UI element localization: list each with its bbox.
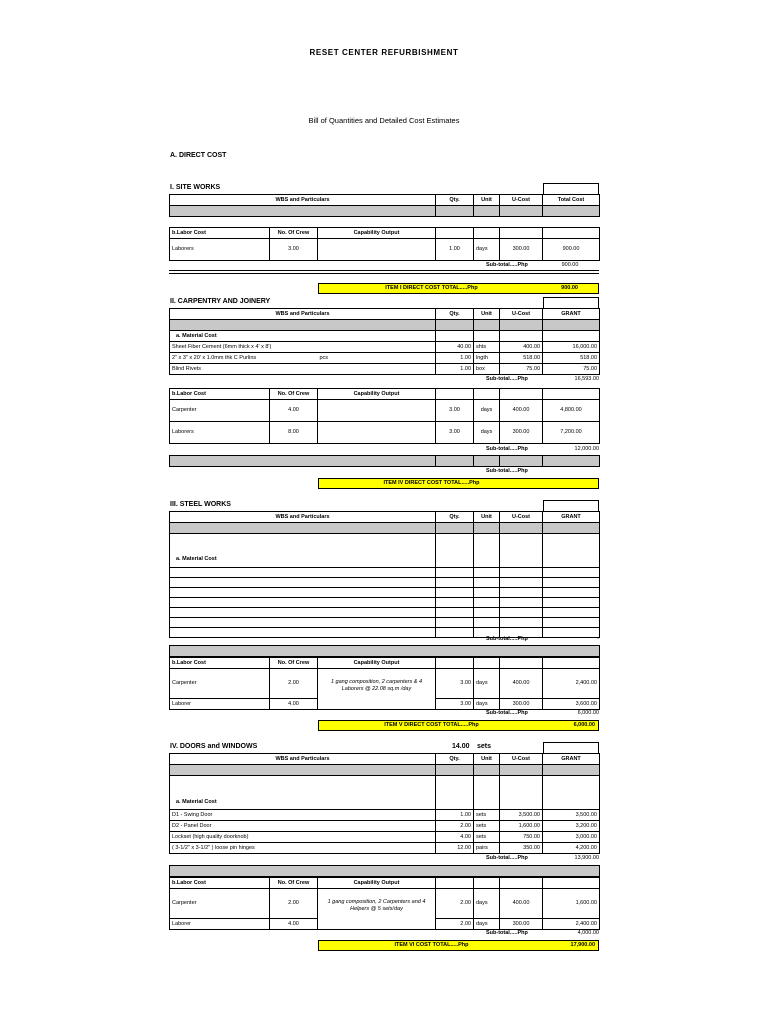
table-row: D1 - Swing Door 1.00 sets 3,500.00 3,500.00 [170,810,600,821]
document-subtitle: Bill of Quantities and Detailed Cost Estimates [308,116,460,125]
carpentry-gray-band [169,455,600,467]
subtotal-label: Sub-total.....Php [486,855,528,861]
subtotal-label: Sub-total.....Php [486,930,528,936]
item-total-label: ITEM I DIRECT COST TOTAL.....Php [385,285,478,291]
col-total: Total Cost [543,195,600,206]
site-works-header-table [169,194,600,217]
table-row: Laborer 4.00 2.00 days 300.00 2,400.00 [170,919,600,930]
steel-labor-table: b.Labor Cost No. Of Crew Capability Output Carpenter 2.00 1 gang composition, 2 carpenters & 4 Laborers @ 22.08 sq.m /day 3.00 days 400.00 2,400.00 Laborer 4.00 3.00 days 300.00 3,600.00 [169,657,600,710]
col-wbs: WBS and Particulars [170,195,436,206]
table-row: Laborer 4.00 3.00 days 300.00 3,600.00 [170,699,600,710]
doors-gray-band [169,865,600,877]
table-row: Sheet Fiber Cement (6mm thick x 4' x 8') 40.00 shts 400.00 16,000.00 [170,342,600,353]
col-labor-cost: b.Labor Cost [170,228,270,239]
section-site-works-title: I. SITE WORKS [170,184,221,191]
steel-gray-band [169,645,600,657]
carpentry-labor-table: b.Labor Cost No. Of Crew Capability Output Carpenter 4.00 3.00 days 400.00 4,800.00 Laborers 8.00 3.00 days 300.00 7,200.00 [169,388,600,444]
col-ucost: U-Cost [500,195,543,206]
document-title: RESET CENTER REFURBISHMENT [309,48,459,57]
table-row: Carpenter 2.00 1 gang composition, 2 carpenters & 4 Laborers @ 22.08 sq.m /day 3.00 days 400.00 2,400.00 [170,669,600,699]
doors-qty-sets: 14.00 [452,743,470,750]
item-total-value: 900.00 [561,285,578,291]
section-doors-windows-title: IV. DOORS and WINDOWS [170,743,258,750]
subtotal-value: 4,000.00 [577,930,599,936]
table-row: Lockset (high quality doorknob) 4.00 sets 750.00 3,000.00 [170,832,600,843]
table-row: Carpenter 2.00 1 gang composition, 2 Carpenters and 4 Helpers @ 5 sets/day 2.00 days 400.00 1,600.00 [170,889,600,919]
doors-sets-label: sets [477,743,492,750]
col-qty: Qty. [436,195,474,206]
subtotal-value: 12,000.00 [574,446,599,452]
item-iv-total-bar [318,478,599,489]
col-crew: No. Of Crew [270,228,318,239]
section-steel-works-title: III. STEEL WORKS [170,501,231,508]
table-row: Carpenter 4.00 3.00 days 400.00 4,800.00 [170,400,600,422]
steel-material-table: WBS and Particulars Qty. Unit U-Cost GRANT a. Material Cost [169,511,600,638]
item-i-total-bar [318,283,599,294]
item-total-value: 6,000.00 [573,722,595,728]
col-unit: Unit [474,195,500,206]
subtotal-value: 900.00 [561,262,579,268]
doors-labor-table: b.Labor Cost No. Of Crew Capability Output Carpenter 2.00 1 gang composition, 2 Carpenters and 4 Helpers @ 5 sets/day 2.00 days 400.00 1,600.00 Laborer 4.00 2.00 days 300.00 2,400.00 [169,877,600,930]
capability-note: 1 gang composition, 2 Carpenters and 4 Helpers @ 5 sets/day [318,889,436,930]
subtotal-value: 13,900.00 [574,855,599,861]
subtotal-value: 6,000.00 [577,710,599,716]
subtotal-label: Sub-total.....Php [486,376,528,382]
item-v-total-bar [318,720,599,731]
subtotal-label: Sub-total.....Php [486,262,528,268]
section-carpentry-title: II. CARPENTRY AND JOINERY [170,298,271,305]
item-total-label: ITEM IV DIRECT COST TOTAL.....Php [383,480,480,486]
subtotal-label: Sub-total.....Php [486,710,528,716]
table-row: Blind Rivets 1.00 box 75.00 75.00 [170,364,600,375]
col-capability: Capability Output [318,228,436,239]
item-total-value: 17,900.00 [570,942,595,948]
subtotal-label: Sub-total.....Php [486,636,528,642]
table-row: 2" x 3" x 20' x 1.0mm thk C Purlins pcs 1.00 lngth 518.00 518.00 [170,353,600,364]
direct-cost-heading: A. DIRECT COST [170,152,227,159]
table-row: Laborers 8.00 3.00 days 300.00 7,200.00 [170,422,600,444]
item-total-label: ITEM VI COST TOTAL.....Php [394,942,469,948]
table-row: Laborers 3.00 1.00 days 300.00 900.00 [170,239,600,261]
site-works-labor-table [169,227,600,261]
subtotal-value: 16,593.00 [574,376,599,382]
table-row: D2 - Panel Door 2.00 sets 1,600.00 3,200.00 [170,821,600,832]
capability-note: 1 gang composition, 2 carpenters & 4 Laborers @ 22.08 sq.m /day [318,669,436,710]
item-vi-total-bar [318,940,599,951]
subtotal-label: Sub-total.....Php [486,468,528,474]
item-total-label: ITEM V DIRECT COST TOTAL.....Php [384,722,479,728]
subtotal-value: - [597,636,599,642]
doors-material-table: WBS and Particulars Qty. Unit U-Cost GRANT a. Material Cost D1 - Swing Door 1.00 sets 3,500.00 3,500.00 D2 - Panel Door 2.00 sets 1,600.00 3,200.00 Lockset (high quality doorknob) 4.00 sets 750.00 3,000.00 ( 3-1/2" x 3-1/2" ) loose pin hinges 12.00 pairs 350.00 4,200.00 [169,753,600,854]
carpentry-material-table: WBS and Particulars Qty. Unit U-Cost GRANT a. Material Cost Sheet Fiber Cement (6mm thick x 4' x 8') 40.00 shts 400.00 16,000.00 2" x 3" x 20' x 1.0mm thk C Purlins pcs 1.00 lngth 518.00 518.00 Blind Rivets 1.00 box 75.00 75.00 [169,308,600,375]
subtotal-label: Sub-total.....Php [486,446,528,452]
table-row: ( 3-1/2" x 3-1/2" ) loose pin hinges 12.00 pairs 350.00 4,200.00 [170,843,600,854]
